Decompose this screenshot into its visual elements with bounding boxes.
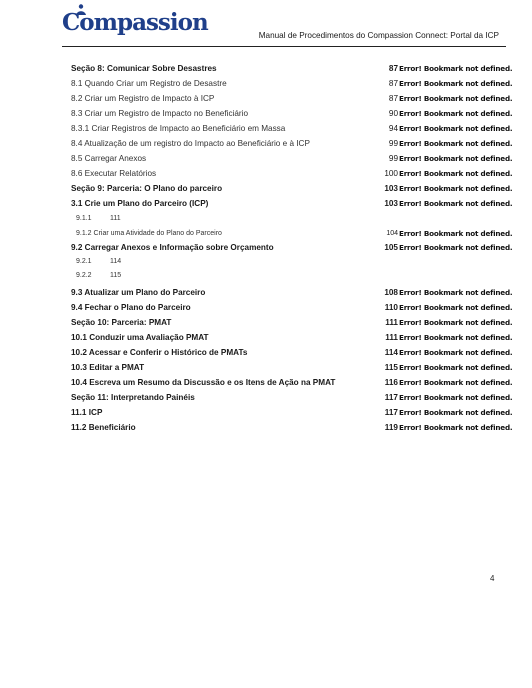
compassion-logo xyxy=(62,4,208,36)
toc-entry-page: 117 xyxy=(384,408,398,417)
toc-entry-title: Seção 11: Interpretando Painéis xyxy=(71,393,195,402)
toc-entry-title: 11.1 ICP xyxy=(71,408,103,417)
toc-entry-title: 8.1 Quando Criar um Registro de Desastre xyxy=(71,79,227,88)
toc-entry-title: 10.2 Acessar e Conferir o Histórico de PMATs xyxy=(71,348,248,357)
toc-entry[interactable] xyxy=(0,286,532,300)
toc-entry[interactable] xyxy=(0,421,532,435)
toc-entry[interactable] xyxy=(0,331,532,345)
toc-entry-page: 87 xyxy=(388,79,398,88)
toc-entry-title: 9.2.1 xyxy=(76,258,92,265)
toc-entry-title: Seção 10: Parceria: PMAT xyxy=(71,318,172,327)
toc-entry[interactable] xyxy=(0,376,532,390)
bookmark-error-note: Error! Bookmark not defined. xyxy=(399,124,513,133)
toc-entry[interactable] xyxy=(0,182,532,196)
toc-entry-title: 3.1 Crie um Plano do Parceiro (ICP) xyxy=(71,199,209,208)
bookmark-error-note: Error! Bookmark not defined. xyxy=(399,243,513,252)
toc-entry-title: 9.2 Carregar Anexos e Informação sobre Orçamento xyxy=(71,243,274,252)
bookmark-error-note: Error! Bookmark not defined. xyxy=(399,109,513,118)
toc-entry-title: 9.3 Atualizar um Plano do Parceiro xyxy=(71,288,206,297)
bookmark-error-note: Error! Bookmark not defined. xyxy=(399,64,513,73)
toc-entry[interactable] xyxy=(0,346,532,360)
toc-entry-page: 111 xyxy=(110,215,121,222)
page-number: 4 xyxy=(490,574,495,583)
toc-entry-page: 108 xyxy=(384,288,398,297)
bookmark-error-note: Error! Bookmark not defined. xyxy=(399,393,513,402)
toc-entry-page: 87 xyxy=(388,94,398,103)
toc-entry-page: 111 xyxy=(385,333,398,342)
toc-entry[interactable] xyxy=(0,227,532,241)
toc-entry[interactable] xyxy=(0,92,532,106)
bookmark-error-note: Error! Bookmark not defined. xyxy=(399,288,513,297)
toc-entry-title: 9.2.2 xyxy=(76,272,92,279)
toc-entry[interactable] xyxy=(0,241,532,255)
toc-entry[interactable] xyxy=(0,77,532,91)
toc-entry-title: 9.1.2 Criar uma Atividade do Plano do Parceiro xyxy=(76,230,222,237)
toc-entry-page: 114 xyxy=(384,348,398,357)
toc-entry[interactable] xyxy=(0,62,532,76)
header-divider xyxy=(62,46,506,47)
bookmark-error-note: Error! Bookmark not defined. xyxy=(399,184,513,193)
toc-entry-page: 114 xyxy=(110,258,122,265)
bookmark-error-note: Error! Bookmark not defined. xyxy=(399,169,513,178)
toc-entry-title: 8.3 Criar um Registro de Impacto no Beneficiário xyxy=(71,109,249,118)
toc-entry-page: 110 xyxy=(384,303,398,312)
bookmark-error-note: Error! Bookmark not defined. xyxy=(399,303,513,312)
toc-entry[interactable] xyxy=(0,301,532,315)
toc-entry-page: 104 xyxy=(386,230,398,237)
bookmark-error-note: Error! Bookmark not defined. xyxy=(399,348,513,357)
toc-entry[interactable] xyxy=(0,361,532,375)
toc-entry-title: Seção 8: Comunicar Sobre Desastres xyxy=(71,64,217,73)
toc-entry-page: 119 xyxy=(384,423,398,432)
toc-entry-title: 9.1.1 xyxy=(76,215,92,222)
toc-entry[interactable] xyxy=(0,167,532,181)
toc-entry[interactable] xyxy=(0,152,532,166)
bookmark-error-note: Error! Bookmark not defined. xyxy=(399,94,513,103)
toc-entry-page: 103 xyxy=(384,199,398,208)
bookmark-error-note: Error! Bookmark not defined. xyxy=(399,154,513,163)
bookmark-error-note: Error! Bookmark not defined. xyxy=(399,199,513,208)
toc-entry-page: 115 xyxy=(384,363,398,372)
toc-entry-title: 8.2 Criar um Registro de Impacto à ICP xyxy=(71,94,215,103)
toc-entry[interactable] xyxy=(0,269,532,283)
toc-entry[interactable] xyxy=(0,212,532,226)
toc-entry-title: 8.6 Executar Relatórios xyxy=(71,169,157,178)
bookmark-error-note: Error! Bookmark not defined. xyxy=(399,408,513,417)
toc-entry[interactable] xyxy=(0,197,532,211)
toc-entry-page: 90 xyxy=(388,109,398,118)
toc-entry-title: 8.5 Carregar Anexos xyxy=(71,154,147,163)
toc-entry[interactable] xyxy=(0,107,532,121)
bookmark-error-note: Error! Bookmark not defined. xyxy=(399,139,513,148)
toc-entry-page: 111 xyxy=(385,318,398,327)
toc-entry-page: 105 xyxy=(384,243,398,252)
toc-entry-page: 117 xyxy=(384,393,398,402)
document-header-title: Manual de Procedimentos do Compassion Connect: Portal da ICP xyxy=(258,31,499,40)
toc-entry-title: Seção 9: Parceria: O Plano do parceiro xyxy=(71,184,223,193)
toc-entry-page: 115 xyxy=(110,272,122,279)
toc-entry-title: 10.3 Editar a PMAT xyxy=(71,363,145,372)
toc-entry[interactable] xyxy=(0,391,532,405)
bookmark-error-note: Error! Bookmark not defined. xyxy=(399,79,513,88)
bookmark-error-note: Error! Bookmark not defined. xyxy=(399,318,513,327)
toc-entry[interactable] xyxy=(0,255,532,269)
toc-entry-page: 87 xyxy=(388,64,398,73)
bookmark-error-note: Error! Bookmark not defined. xyxy=(399,229,513,238)
toc-entry-title: 11.2 Beneficiário xyxy=(71,423,136,432)
toc-entry-title: 8.3.1 Criar Registros de Impacto ao Beneficiário em Massa xyxy=(71,124,286,133)
toc-entry-page: 116 xyxy=(384,378,398,387)
toc-entry-page: 100 xyxy=(384,169,398,178)
toc-entry-page: 99 xyxy=(388,139,398,148)
toc-entry-title: 8.4 Atualização de um registro do Impacto ao Beneficiário e à ICP xyxy=(71,139,310,148)
toc-entry-page: 103 xyxy=(384,184,398,193)
bookmark-error-note: Error! Bookmark not defined. xyxy=(399,333,513,342)
toc-entry[interactable] xyxy=(0,406,532,420)
toc-entry[interactable] xyxy=(0,137,532,151)
toc-entry[interactable] xyxy=(0,122,532,136)
toc-entry-title: 9.4 Fechar o Plano do Parceiro xyxy=(71,303,191,312)
bookmark-error-note: Error! Bookmark not defined. xyxy=(399,423,513,432)
toc-entry-page: 94 xyxy=(388,124,398,133)
bookmark-error-note: Error! Bookmark not defined. xyxy=(399,378,513,387)
logo-wordmark: Compassion xyxy=(62,9,208,36)
toc-entry-title: 10.4 Escreva um Resumo da Discussão e os Itens de Ação na PMAT xyxy=(71,378,336,387)
toc-entry-page: 99 xyxy=(388,154,398,163)
toc-entry-title: 10.1 Conduzir uma Avaliação PMAT xyxy=(71,333,209,342)
toc-entry[interactable] xyxy=(0,316,532,330)
bookmark-error-note: Error! Bookmark not defined. xyxy=(399,363,513,372)
